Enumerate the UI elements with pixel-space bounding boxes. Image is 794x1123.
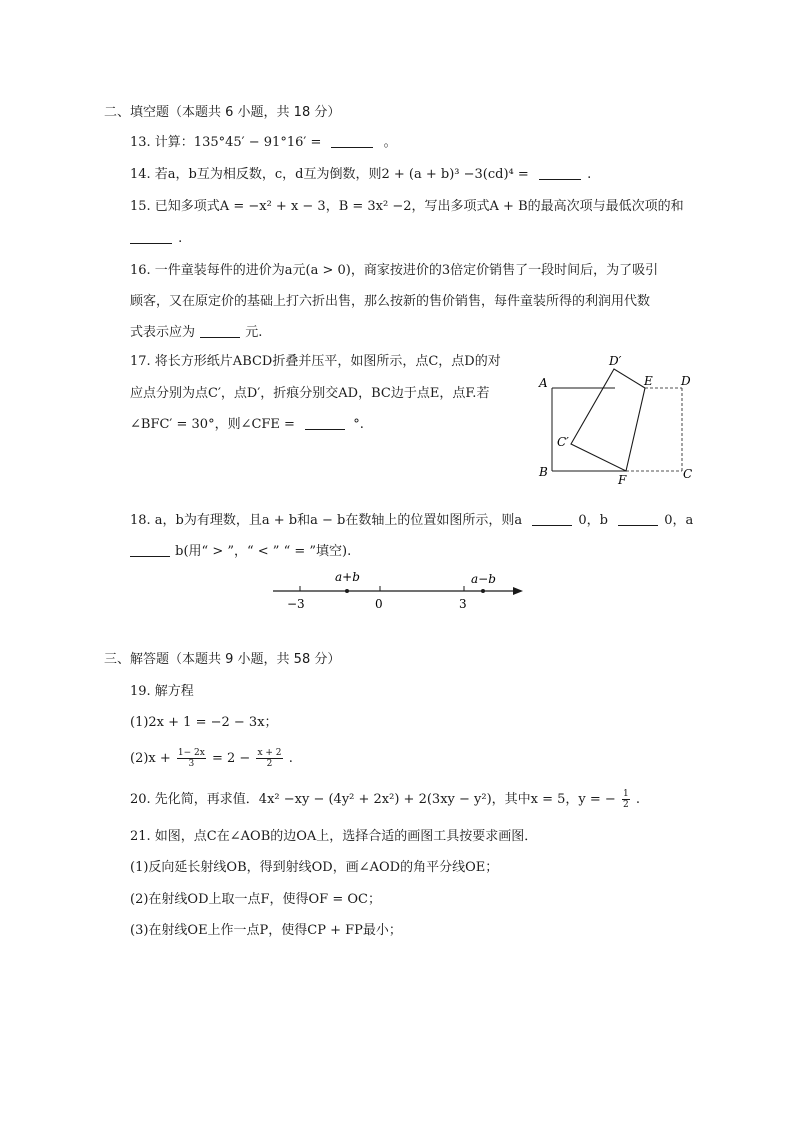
fraction-denominator: 2 bbox=[622, 800, 629, 810]
question-17-text: ∠BFC′ = 30°，则∠CFE = bbox=[130, 417, 295, 432]
fraction-numerator: x + 2 bbox=[257, 748, 282, 758]
question-15-text: 15. 已知多项式A = −x² + x − 3，B = 3x² −2，写出多项式A + B的最高次项与最低次项的和 bbox=[130, 199, 684, 214]
tick-label-0: 0 bbox=[375, 597, 383, 611]
question-16-line-2: 顾客，又在原定价的基础上打六折出售，那么按新的售价销售，每件童装所得的利润用代数 bbox=[130, 294, 651, 309]
question-17-line-3 bbox=[130, 416, 364, 434]
answer-blank[interactable] bbox=[532, 512, 572, 526]
question-17-end: °. bbox=[353, 417, 364, 432]
answer-blank[interactable] bbox=[539, 166, 581, 180]
question-13-text: 13. 计算：135°45′ − 91°16′ = bbox=[130, 135, 322, 150]
label-e: E bbox=[644, 374, 653, 388]
question-18-end: b(用“ > ”，“ < ” “ = ”填空). bbox=[175, 544, 352, 559]
answer-blank[interactable] bbox=[130, 230, 172, 244]
section-2-title: 二、填空题（本题共 6 小题，共 18 分） bbox=[104, 105, 341, 120]
fraction-numerator: 1 bbox=[622, 789, 629, 799]
question-13 bbox=[130, 134, 397, 152]
fraction bbox=[622, 789, 630, 810]
question-19-part-2 bbox=[130, 748, 293, 769]
fraction-denominator: 2 bbox=[266, 759, 273, 769]
question-19-part-2-mid: = 2 − bbox=[212, 751, 251, 766]
question-19-part-1: (1)2x + 1 = −2 − 3x； bbox=[130, 715, 278, 730]
question-14-text: 14. 若a，b互为相反数，c，d互为倒数，则2 + (a + b)³ −3(cd)⁴ = bbox=[130, 167, 529, 182]
question-21-part-2: (2)在射线OD上取一点F，使得OF = OC； bbox=[130, 892, 381, 907]
question-20-text: 20. 先化简，再求值．4x² −xy − (4y² + 2x²) + 2(3xy − y²)，其中x = 5，y = − bbox=[130, 792, 616, 807]
question-14-end: . bbox=[587, 167, 592, 182]
tick-label-minus-3: −3 bbox=[287, 597, 305, 611]
question-18-line-1 bbox=[130, 512, 693, 530]
question-18-text-2: 0，b bbox=[578, 513, 608, 528]
label-b: B bbox=[539, 465, 548, 479]
label-f: F bbox=[618, 473, 627, 487]
number-line-figure bbox=[265, 565, 535, 615]
label-a-minus-b: a−b bbox=[471, 572, 496, 586]
fraction-denominator: 3 bbox=[188, 759, 195, 769]
question-21-part-1: (1)反向延长射线OB，得到射线OD，画∠AOD的角平分线OE； bbox=[130, 860, 499, 875]
question-20-end: . bbox=[635, 792, 640, 807]
question-20 bbox=[130, 789, 640, 810]
question-16-text: 式表示应为 bbox=[130, 325, 196, 340]
answer-blank[interactable] bbox=[130, 543, 170, 557]
point-a-minus-b bbox=[481, 589, 485, 593]
folded-flap bbox=[571, 369, 645, 471]
question-16-line-3 bbox=[130, 324, 262, 342]
question-21-title: 21. 如图，点C在∠AOB的边OA上，选择合适的画图工具按要求画图． bbox=[130, 829, 538, 844]
question-16-end: 元. bbox=[245, 325, 263, 340]
question-18-text-3: 0，a bbox=[664, 513, 694, 528]
section-3-title: 三、解答题（本题共 9 小题，共 58 分） bbox=[104, 652, 341, 667]
axis-arrow-icon bbox=[513, 587, 523, 595]
question-19-title: 19. 解方程 bbox=[130, 684, 194, 699]
answer-blank[interactable] bbox=[305, 416, 345, 430]
question-19-part-2-end: . bbox=[288, 751, 293, 766]
question-15 bbox=[130, 198, 684, 216]
question-19-part-2-text: (2)x + bbox=[130, 751, 171, 766]
question-13-end: 。 bbox=[383, 135, 397, 150]
question-15-end: . bbox=[178, 231, 183, 246]
answer-blank[interactable] bbox=[618, 512, 658, 526]
answer-blank[interactable] bbox=[200, 324, 240, 338]
answer-blank[interactable] bbox=[331, 134, 373, 148]
question-18-text: 18. a，b为有理数，且a + b和a − b在数轴上的位置如图所示，则a bbox=[130, 513, 523, 528]
label-d-prime: D′ bbox=[609, 354, 622, 368]
label-a-plus-b: a+b bbox=[335, 570, 360, 584]
question-18-line-2 bbox=[130, 543, 351, 561]
question-15-line-2 bbox=[130, 230, 182, 248]
label-c-prime: C′ bbox=[557, 435, 569, 449]
label-d: D bbox=[681, 374, 691, 388]
fraction bbox=[177, 748, 206, 769]
folded-rectangle-figure bbox=[530, 348, 700, 488]
label-a: A bbox=[539, 376, 548, 390]
question-21-part-3: (3)在射线OE上作一点P，使得CP + FP最小； bbox=[130, 923, 402, 938]
tick-label-3: 3 bbox=[459, 597, 467, 611]
question-14 bbox=[130, 166, 591, 184]
label-c: C bbox=[683, 467, 693, 481]
fraction bbox=[256, 748, 282, 769]
question-17-line-2: 应点分别为点C′，点D′，折痕分别交AD，BC边于点E，点F.若 bbox=[130, 386, 490, 401]
point-a-plus-b bbox=[345, 589, 349, 593]
question-17-line-1: 17. 将长方形纸片ABCD折叠并压平，如图所示，点C，点D的对 bbox=[130, 354, 501, 369]
question-16-line-1: 16. 一件童装每件的进价为a元(a > 0)，商家按进价的3倍定价销售了一段时间后，为了吸引 bbox=[130, 263, 659, 278]
fraction-numerator: 1− 2x bbox=[177, 748, 205, 758]
